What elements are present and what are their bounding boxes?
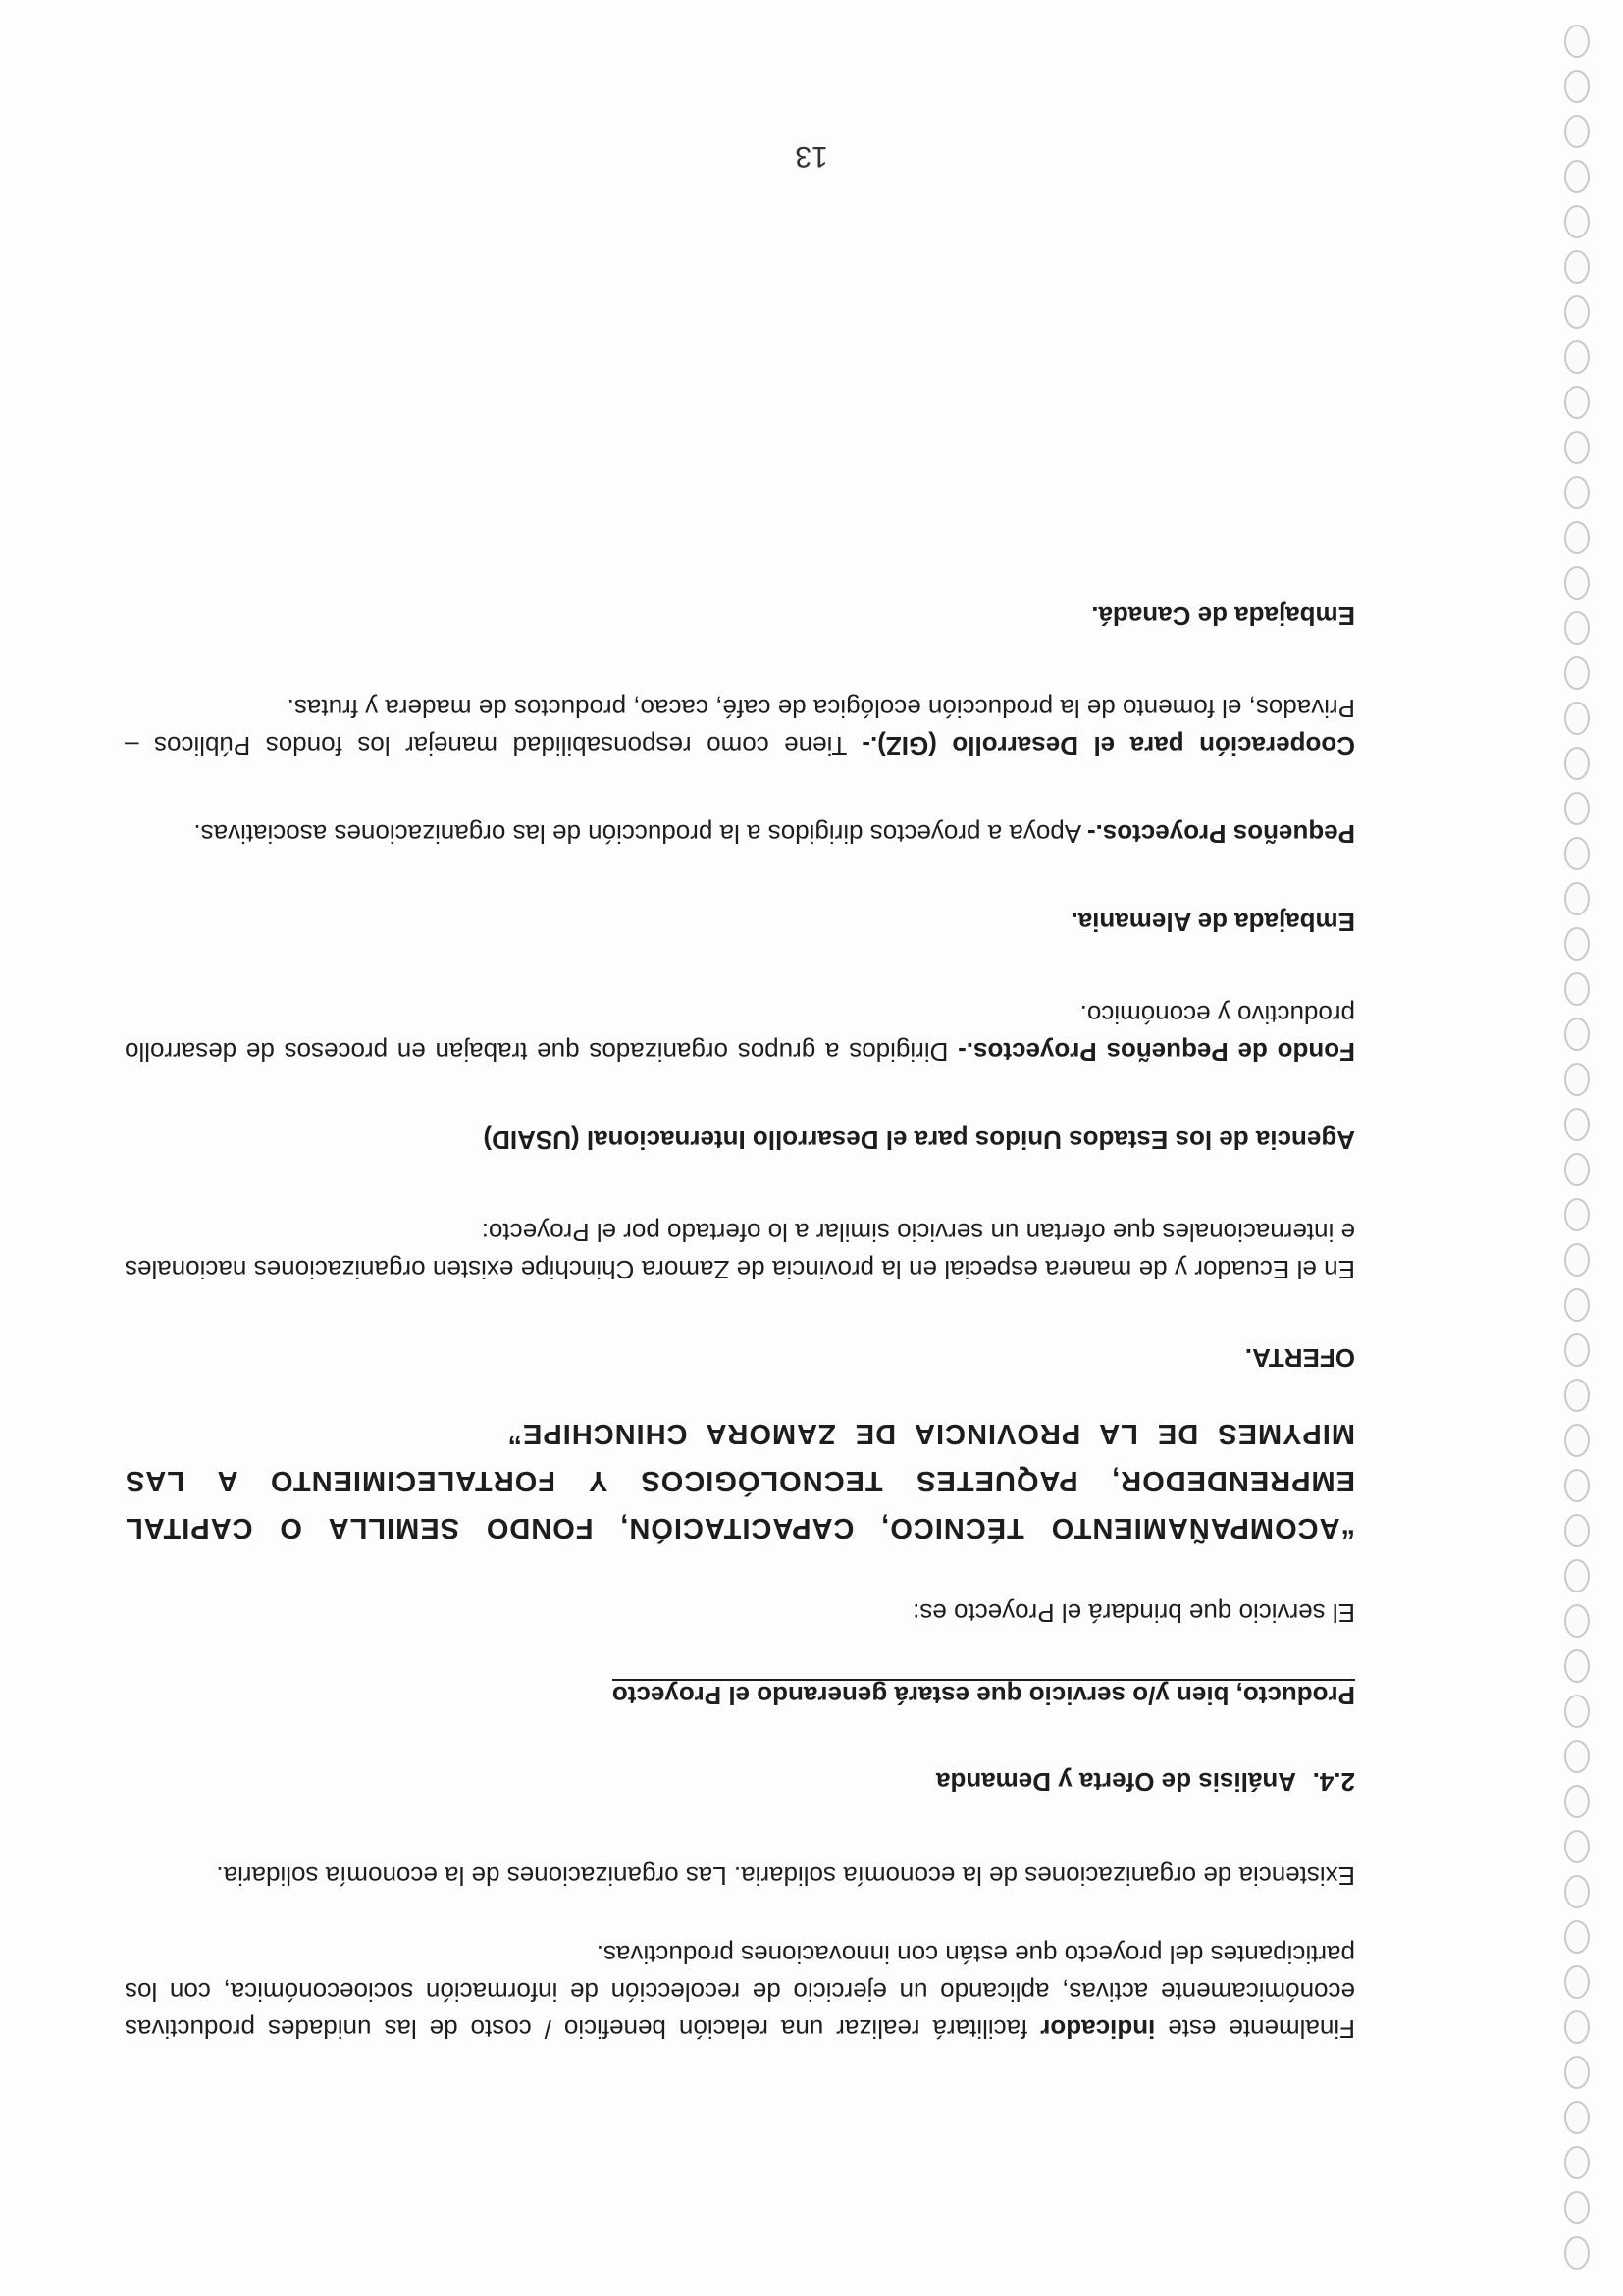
binder-hole (1564, 1288, 1590, 1322)
binder-hole (1564, 70, 1590, 103)
binder-hole (1564, 1379, 1590, 1412)
binder-hole (1564, 1785, 1590, 1818)
giz-text: Tiene como responsabilidad manejar los fondos Públicos – Privados, el fomento de la producción ecológica de café, cacao, productos de madera y frutas. (125, 694, 1355, 760)
binder-hole (1564, 1604, 1590, 1638)
binder-hole (1564, 205, 1590, 238)
binder-hole (1564, 386, 1590, 419)
binder-holes (1564, 25, 1594, 2281)
binder-hole (1564, 2010, 1590, 2044)
giz-label: Cooperación para el Desarrollo (GIZ).- (862, 731, 1355, 760)
paragraph-servicio: El servicio que brindará el Proyecto es: (913, 1598, 1355, 1628)
binder-hole (1564, 1424, 1590, 1457)
binder-hole (1564, 1965, 1590, 1999)
binder-hole (1564, 656, 1590, 690)
binder-hole (1564, 1108, 1590, 1141)
binder-hole (1564, 837, 1590, 870)
binder-hole (1564, 1649, 1590, 1683)
binder-hole (1564, 476, 1590, 509)
binder-hole (1564, 611, 1590, 645)
binder-hole (1564, 927, 1590, 961)
paragraph-oferta: En el Ecuador y de manera especial en la provincia de Zamora Chinchipe existen organizaciones nacionales e internacionales que ofertan un servicio similar a lo ofertado por el Proyecto: (125, 1218, 1355, 1284)
binder-hole (1564, 1333, 1590, 1367)
binder-hole (1564, 882, 1590, 915)
canada-heading: Embajada de Canadá. (1091, 601, 1355, 631)
paragraph-existencia: Existencia de organizaciones de la economía solidaria. Las organizaciones de la economía solidaria. (216, 1861, 1355, 1891)
binder-hole (1564, 1559, 1590, 1592)
binder-hole (1564, 1153, 1590, 1186)
oferta-heading: OFERTA. (1244, 1343, 1355, 1373)
binder-hole (1564, 160, 1590, 193)
pequenos-text: Apoya a proyectos dirigidos a la producción de las organizaciones asociativas. (193, 819, 1087, 849)
binder-hole (1564, 1740, 1590, 1773)
binder-hole (1564, 295, 1590, 329)
binder-hole (1564, 1695, 1590, 1728)
binder-hole (1564, 431, 1590, 464)
binder-hole (1564, 792, 1590, 825)
binder-hole (1564, 1243, 1590, 1277)
fondo-label: Fondo de Pequeños Proyectos.- (958, 1037, 1355, 1067)
binder-hole (1564, 340, 1590, 374)
producto-heading-wrap (125, 1677, 1355, 1714)
producto-heading: Producto, bien y/o servicio que estará generando el Proyecto (611, 1681, 1355, 1710)
binder-hole (1564, 2056, 1590, 2089)
binder-hole (1564, 2101, 1590, 2134)
binder-hole (1564, 115, 1590, 148)
binder-hole (1564, 2191, 1590, 2224)
alemania-heading: Embajada de Alemania. (1071, 908, 1355, 937)
document-body (125, 598, 1355, 2048)
paragraph-fondo-pequenos-proyectos (125, 996, 1355, 1070)
binder-hole (1564, 972, 1590, 1006)
service-title: “ACOMPAÑAMIENTO TÉCNICO, CAPACITACIÓN, FONDO SEMILLA O CAPITAL EMPRENDEDOR, PAQUETES TECNOLÓGICOS Y FORTALECIMIENTO A LAS MIPYMES DE LA PROVINCIA DE ZAMORA CHINCHIPE” (125, 1418, 1355, 1543)
section-number: 2.4. (1312, 1767, 1355, 1797)
binder-hole (1564, 566, 1590, 600)
binder-hole (1564, 2146, 1590, 2179)
binder-hole (1564, 1514, 1590, 1547)
binder-hole (1564, 521, 1590, 554)
paragraph-indicador (125, 1936, 1355, 2048)
fondo-text: Dirigidos a grupos organizados que trabajan en procesos de desarrollo productivo y económico. (124, 1000, 1355, 1067)
indicador-bold: indicador (1040, 2014, 1156, 2044)
section-title: Análisis de Oferta y Demanda (935, 1767, 1296, 1797)
paragraph-indicador-rest: facilitará realizar una relación beneficio / costo de las unidades productivas económicamente activas, aplicando un ejercicio de recolección de información socioeconómica, con los participantes del proyecto que están con innovaciones productivas. (125, 1940, 1355, 2044)
binder-hole (1564, 1920, 1590, 1954)
binder-hole (1564, 747, 1590, 780)
binder-hole (1564, 702, 1590, 735)
binder-hole (1564, 1469, 1590, 1502)
binder-hole (1564, 1018, 1590, 1051)
binder-hole (1564, 25, 1590, 58)
binder-hole (1564, 1875, 1590, 1908)
paragraph-indicador-start: Finalmente este (1155, 2014, 1355, 2044)
page-number: 13 (795, 140, 828, 173)
binder-hole (1564, 2236, 1590, 2270)
binder-hole (1564, 1198, 1590, 1231)
section-heading (125, 1763, 1355, 1800)
usaid-heading: Agencia de los Estados Unidos para el Desarrollo Internacional (USAID) (483, 1125, 1355, 1155)
pequenos-label: Pequeños Proyectos.- (1086, 819, 1355, 849)
binder-hole (1564, 250, 1590, 284)
paragraph-giz (125, 690, 1355, 764)
paragraph-pequenos-proyectos (125, 815, 1355, 853)
binder-hole (1564, 1830, 1590, 1863)
binder-hole (1564, 1063, 1590, 1096)
